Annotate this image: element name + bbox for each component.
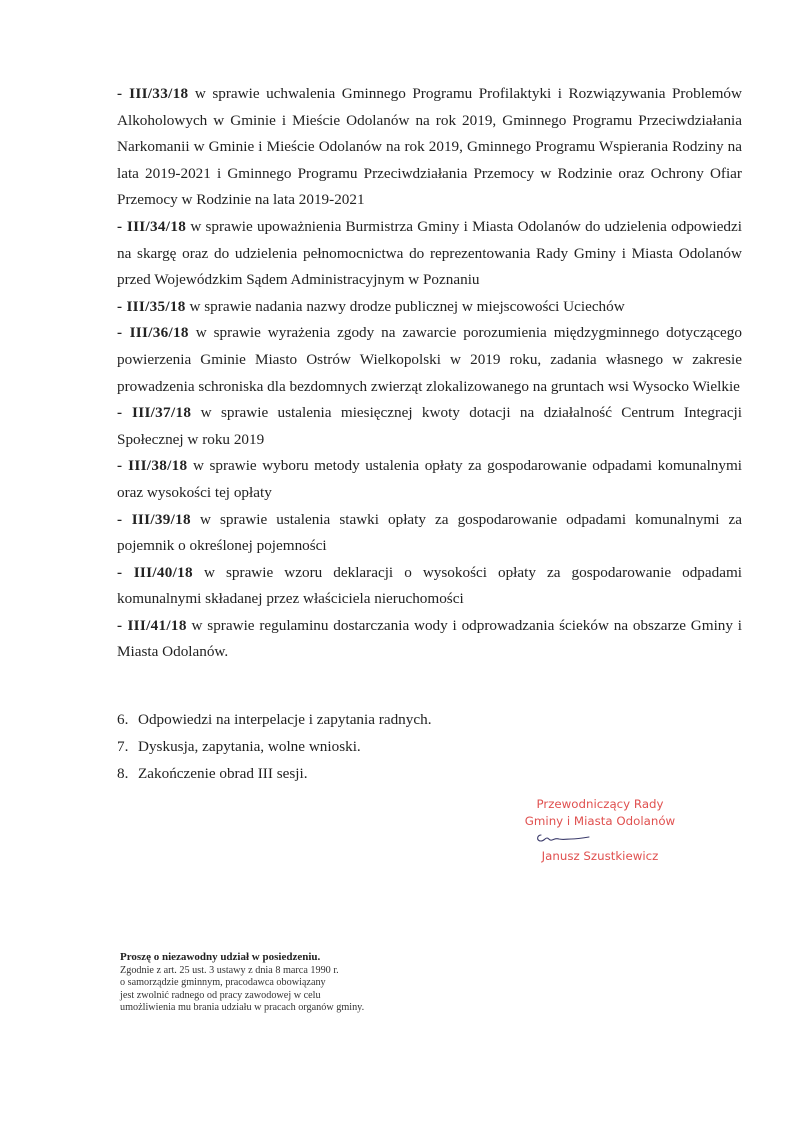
- stamp-signatory-name: Janusz Szustkiewicz: [541, 849, 659, 863]
- footnote-line: umożliwienia mu brania udziału w pracach organów gminy.: [120, 1001, 365, 1013]
- resolution-number: - III/40/18: [117, 563, 193, 581]
- footnote-heading: Proszę o niezawodny udział w posiedzeniu.: [120, 951, 321, 963]
- resolution-item: [117, 613, 742, 666]
- handwritten-signature-icon: [535, 832, 591, 844]
- resolution-number: - III/38/18: [117, 457, 188, 475]
- resolution-item: [117, 320, 742, 400]
- signature-stamp: [505, 796, 695, 865]
- resolution-text: w sprawie wyboru metody ustalenia opłaty za gospodarowanie odpadami komunalnymi oraz wysokości tej opłaty: [117, 457, 743, 501]
- agenda-list: [117, 707, 742, 787]
- footnote-line: jest zwolnić radnego od pracy zawodowej w celu: [120, 989, 321, 1001]
- agenda-text: Odpowiedzi na interpelacje i zapytania radnych.: [138, 711, 432, 728]
- resolutions-list: [117, 81, 742, 666]
- resolution-number: - III/37/18: [117, 404, 192, 422]
- agenda-number: 7.: [117, 737, 129, 755]
- resolution-number: - III/35/18: [117, 297, 186, 315]
- resolution-text: w sprawie uchwalenia Gminnego Programu Profilaktyki i Rozwiązywania Problemów Alkoholowych w Gminie i Mieście Odolanów na rok 2019, Gminnego Programu Przeciwdziałania Narkomanii w Gminie i Mieście Odolanów na rok 2019, Gminnego Programu Wspierania Rodziny na lata 2019-2021 i Gminnego Programu Przeciwdziałania Przemocy w Rodzinie oraz Ochrony Ofiar Przemocy w Rodzinie na lata 2019-2021: [117, 85, 742, 209]
- agenda-item: [117, 707, 742, 734]
- resolution-text: w sprawie wzoru deklaracji o wysokości opłaty za gospodarowanie odpadami komunalnymi składanej przez właściciela nieruchomości: [117, 563, 742, 608]
- resolution-number: - III/39/18: [117, 510, 191, 528]
- resolution-number: - III/33/18: [117, 85, 189, 102]
- agenda-item: [117, 734, 742, 761]
- resolution-number: - III/34/18: [117, 217, 187, 235]
- resolution-text: w sprawie wyrażenia zgody na zawarcie porozumienia międzygminnego dotyczącego powierzenia Gminie Miasto Ostrów Wielkopolski w 2019 roku, zadania własnego w zakresie prowadzenia schroniska dla bezdomnych zwierząt zlokalizowanego na gruntach wsi Wysocko Wielkie: [117, 324, 742, 395]
- resolution-item: [117, 81, 742, 214]
- footnote-line: Zgodnie z art. 25 ust. 3 ustawy z dnia 8 marca 1990 r.: [120, 965, 339, 977]
- agenda-text: Dyskusja, zapytania, wolne wnioski.: [138, 737, 361, 755]
- footnote: [120, 951, 420, 1014]
- resolution-item: [117, 214, 742, 294]
- agenda-text: Zakończenie obrad III sesji.: [138, 764, 308, 782]
- resolution-text: w sprawie regulaminu dostarczania wody i odprowadzania ścieków na obszarze Gminy i Miasta Odolanów.: [117, 616, 742, 661]
- resolution-item: [117, 453, 742, 506]
- agenda-item: [117, 761, 742, 788]
- resolution-number: - III/36/18: [117, 324, 189, 342]
- resolution-item: [117, 294, 742, 321]
- resolution-item: [117, 560, 742, 613]
- stamp-title-line1: Przewodniczący Rady: [536, 797, 664, 811]
- stamp-title-line2: Gminy i Miasta Odolanów: [524, 814, 676, 828]
- resolution-number: - III/41/18: [117, 616, 187, 634]
- resolution-item: [117, 400, 742, 453]
- resolution-text: w sprawie nadania nazwy drodze publicznej w miejscowości Uciechów: [185, 297, 625, 315]
- agenda-number: 8.: [117, 764, 129, 782]
- resolution-text: w sprawie ustalenia miesięcznej kwoty dotacji na działalność Centrum Integracji Społecznej w roku 2019: [117, 404, 742, 448]
- resolution-item: [117, 507, 742, 560]
- footnote-line: o samorządzie gminnym, pracodawca obowiązany: [120, 977, 326, 989]
- agenda-number: 6.: [117, 711, 129, 728]
- resolution-text: w sprawie ustalenia stawki opłaty za gospodarowanie odpadami komunalnymi za pojemnik o określonej pojemności: [117, 510, 742, 555]
- resolution-text: w sprawie upoważnienia Burmistrza Gminy i Miasta Odolanów do udzielenia odpowiedzi na skargę oraz do udzielenia pełnomocnictwa do reprezentowania Rady Gminy i Miasta Odolanów przed Wojewódzkim Sądem Administracyjnym w Poznaniu: [117, 217, 742, 289]
